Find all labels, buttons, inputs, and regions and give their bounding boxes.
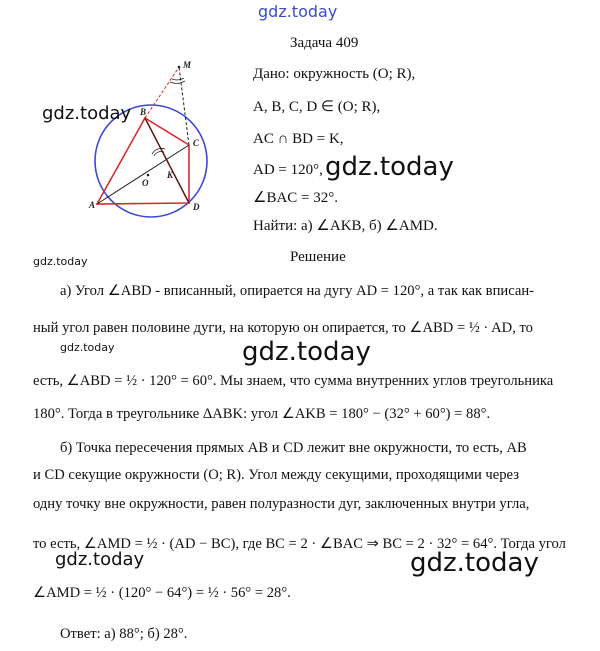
solution-line-1: а) Угол ∠ABD - вписанный, опирается на дугу AD = 120°, а так как вписан- <box>60 283 534 299</box>
given-line-1: Дано: окружность (O; R), <box>253 66 416 82</box>
answer: Ответ: а) 88°; б) 28°. <box>60 626 188 642</box>
label-c: C <box>193 138 200 148</box>
watermark-bottom-left: gdz.today <box>55 549 145 570</box>
label-d: D <box>193 202 200 212</box>
solution-line-6: и CD секущие окружности (O; R). Угол между секущими, проходящими через <box>33 467 519 483</box>
solution-line-8: то есть, ∠AMD = ½ · (AD − BC), где BC = 2 · ∠BAC ⇒ BC = 2 · 32° = 64°. Тогда угол <box>33 536 566 552</box>
solution-heading: Решение <box>290 249 346 265</box>
label-b: B <box>140 107 147 117</box>
solution-line-2: ный угол равен половине дуги, на которую он опирается, то ∠ABD = ½ · AD, то <box>33 320 533 336</box>
diagonal-ac <box>97 145 189 204</box>
solution-line-7: одну точку вне окружности, равен полуразности дуг, заключенных внутри угла, <box>33 496 530 512</box>
watermark-center: gdz.today <box>242 337 371 367</box>
label-k: K <box>167 170 174 180</box>
label-m: M <box>183 60 192 70</box>
watermark-given: gdz.today <box>325 152 454 182</box>
given-line-3: AC ∩ BD = K, <box>253 131 344 147</box>
triangle-abd <box>97 118 189 204</box>
given-line-4: AD = 120°, <box>253 162 323 178</box>
angle-mark-m2 <box>170 81 185 83</box>
given-line-5: ∠BAC = 32°. <box>253 190 338 206</box>
solution-line-3: есть, ∠ABD = ½ · 120° = 60°. Мы знаем, что сумма внутренних углов треугольника <box>33 373 554 389</box>
geometry-figure <box>84 58 234 218</box>
watermark-small-2: gdz.today <box>60 341 115 354</box>
find-line: Найти: а) ∠AKB, б) ∠AMD. <box>253 218 438 234</box>
watermark-small-1: gdz.today <box>33 255 88 268</box>
solution-line-4: 180°. Тогда в треугольнике ΔABK: угол ∠AKB = 180° − (32° + 60°) = 88°. <box>33 406 491 422</box>
solution-line-9: ∠AMD = ½ · (120° − 64°) = ½ · 56° = 28°. <box>33 585 291 601</box>
given-line-2: A, B, C, D ∈ (O; R), <box>253 99 381 115</box>
angle-mark-m <box>172 78 184 80</box>
watermark-bottom-right: gdz.today <box>410 548 539 578</box>
label-o: O <box>142 178 149 188</box>
watermark-top: gdz.today <box>258 2 338 21</box>
solution-line-5: б) Точка пересечения прямых AB и CD лежит вне окружности, то есть, AB <box>60 440 527 456</box>
watermark-figure: gdz.today <box>42 103 132 124</box>
problem-title: Задача 409 <box>290 35 359 51</box>
label-a: A <box>89 200 96 210</box>
line-cm <box>179 67 189 145</box>
